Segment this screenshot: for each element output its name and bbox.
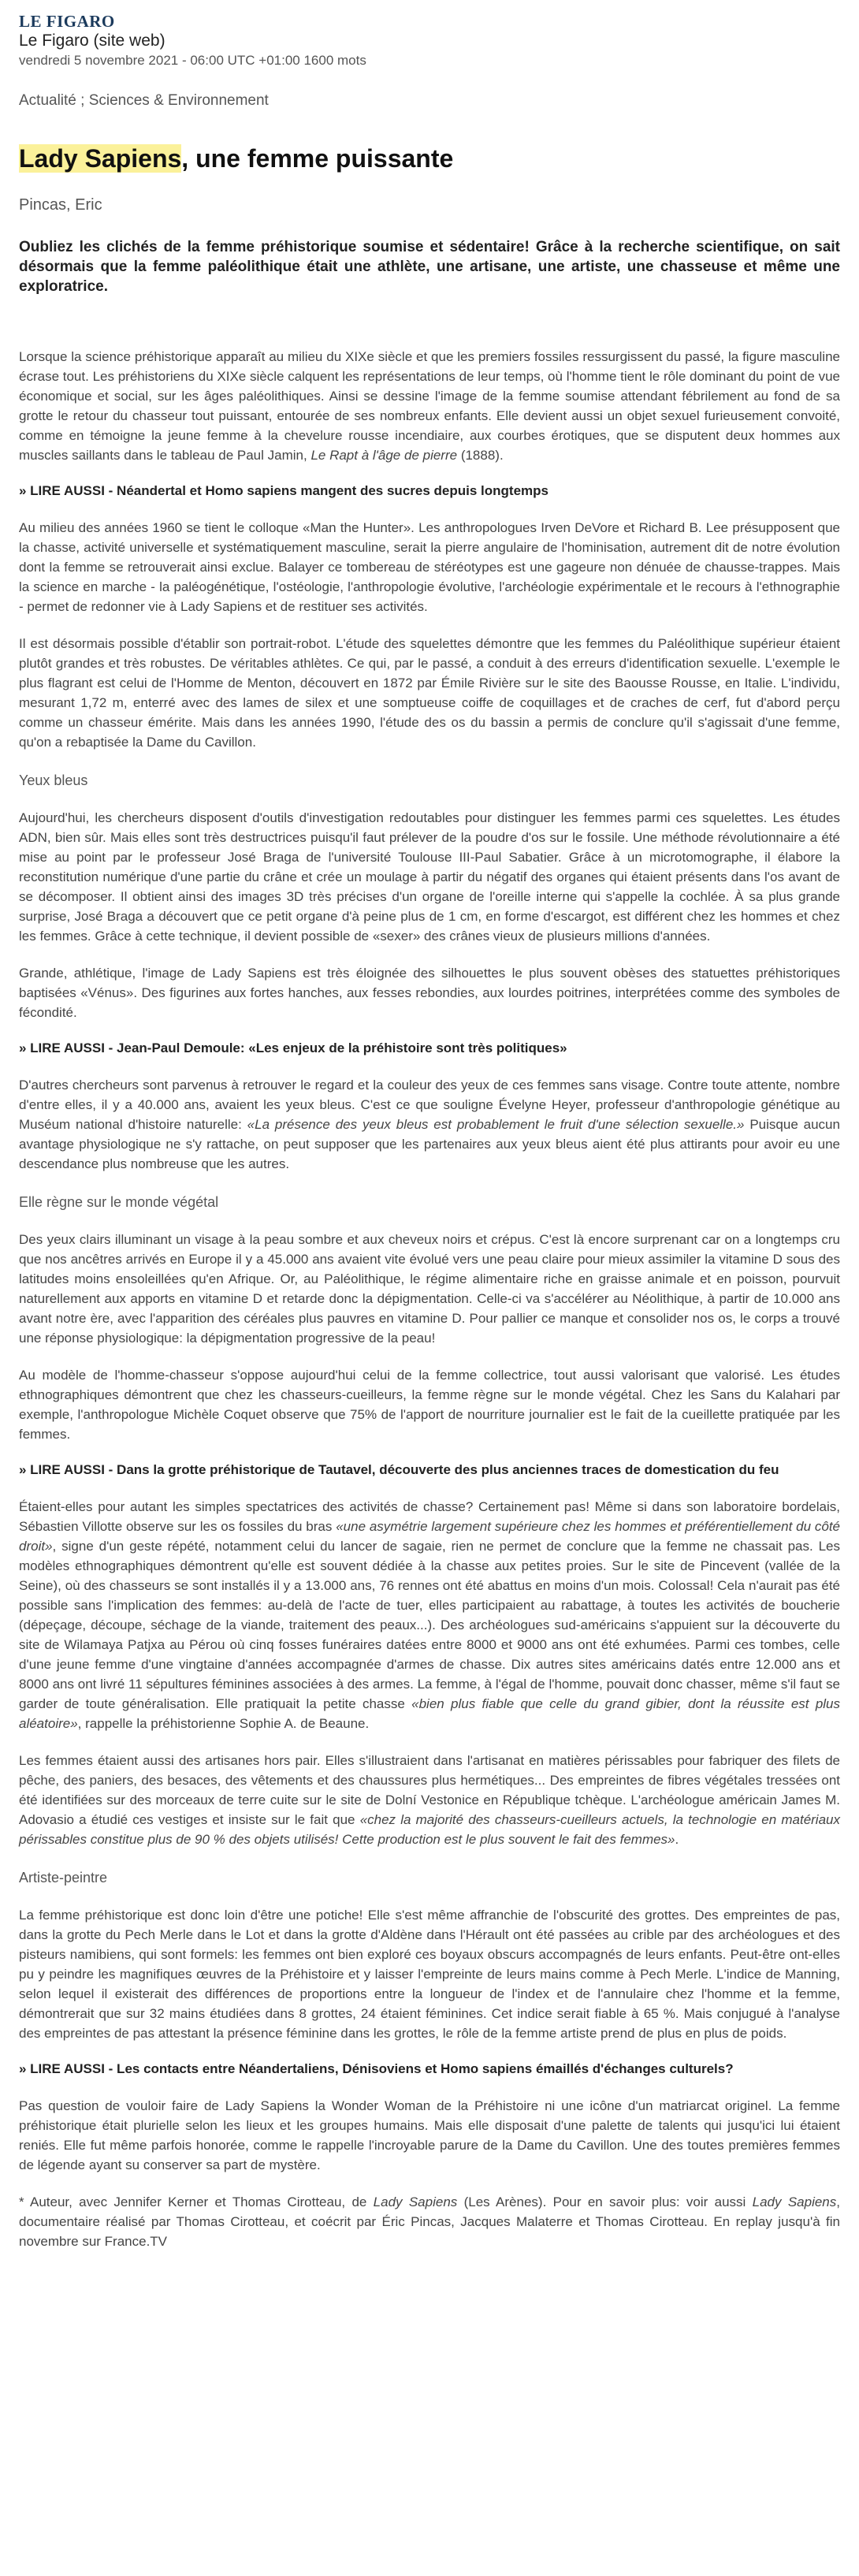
subheading-artiste-peintre: Artiste-peintre — [19, 1870, 108, 1885]
le-figaro-logo: LE FIGARO — [19, 12, 115, 31]
paragraph-3: Il est désormais possible d'établir son portrait-robot. L'étude des squelettes démontre que les femmes du Paléolithique supérieur étaient plutôt grandes et très robustes. De véritables athlètes. Ce qui, par le passé, a conduit à des erreurs d'identification sexuelle. L'exemple le plus flagrant est celui de l'Homme de Menton, découvert en 1872 par Émile Rivière sur le site des Baousse Rousse, en Italie. L'individu, mesurant 1,72 m, enterré avec des lames de silex et une somptueuse coiffe de coquillages et de craches de cerf, fut d'abord perçu comme un chasseur émérite. Mais dans les années 1990, l'étude des os du bassin a permis de conclure qu'il s'agissait d'une femme, qu'on a rebaptisée la Dame du Cavillon. — [19, 636, 840, 750]
paragraph-8: Au modèle de l'homme-chasseur s'oppose aujourd'hui celui de la femme collectrice, tout aussi valorisant que valorisé. Les études ethnographiques démontrent que chez les chasseurs-cueilleurs, la femme règne sur le monde végétal. Chez les Sans du Kalahari par exemple, l'anthropologue Michèle Coquet observe que 75% de l'apport de nourriture journalier est le fait de la cueillette pratiquée par les femmes. — [19, 1368, 840, 1442]
read-also-link-1[interactable]: » LIRE AUSSI - Néandertal et Homo sapiens mangent des sucres depuis longtemps — [19, 483, 548, 498]
p10-end: . — [675, 1832, 679, 1847]
read-also-link-2[interactable]: » LIRE AUSSI - Jean-Paul Demoule: «Les enjeux de la préhistoire sont très politiques» — [19, 1040, 567, 1055]
p9-quote-1: «une asymétrie largement supérieure chez les hommes et préférentiellement du côté droit» — [19, 1519, 840, 1554]
footnote — [19, 2192, 840, 2251]
dateline: vendredi 5 novembre 2021 - 06:00 UTC +01:00 1600 mots — [19, 53, 366, 68]
footnote-book-title: Lady Sapiens — [373, 2194, 458, 2209]
paragraph-2: Au milieu des années 1960 se tient le colloque «Man the Hunter». Les anthropologues Irven DeVore et Richard B. Lee présupposent que la chasse, activité universelle et systématiquement masculine, serait la pierre angulaire de l'hominisation, autrement dit de notre évolution dont la femme se retrouverait ainsi exclue. Balayer ce tombereau de stéréotypes est une gageure non dénuée de chausse-trappes. Mais la science en marche - la paléogénétique, l'ostéologie, l'anthropologie évolutive, l'archéologie expérimentale et le recours à l'ethnographie - permet de redonner vie à Lady Sapiens et de restituer ses activités. — [19, 520, 840, 614]
read-also-link-3[interactable]: » LIRE AUSSI - Dans la grotte préhistorique de Tautavel, découverte des plus anciennes traces de domestication du feu — [19, 1462, 779, 1477]
p1-text: Lorsque la science préhistorique apparaît au milieu du XIXe siècle et que les premiers fossiles ressurgissent du passé, la figure masculine écrase tout. Les préhistoriens du XIXe siècle calquent les représentations de leur temps, où l'homme tient le rôle dominant du point de vue économique et social, sur les âges paléolithiques. Ainsi se dessine l'image de la femme soumise attendant fébrilement au fond de sa grotte le retour du chasseur tout puissant, entourée de ses nombreux enfants. Elle devient aussi un objet sexuel furieusement convoité, comme en témoigne la jeune femme à la chevelure rousse incendiaire, aux courbes érotiques, que se disputent deux hommes aux muscles saillants dans le tableau de Paul Jamin, — [19, 349, 840, 463]
footnote-start: * Auteur, avec Jennifer Kerner et Thomas Cirotteau, de — [19, 2194, 374, 2209]
paragraph-10 — [19, 1751, 840, 1849]
title-rest: , une femme puissante — [181, 144, 454, 173]
paragraph-9 — [19, 1497, 840, 1733]
p1-italic: Le Rapt à l'âge de pierre — [311, 448, 458, 463]
footnote-end: , documentaire réalisé par Thomas Cirotteau, et coécrit par Éric Pincas, Jacques Malaterre et Thomas Cirotteau. En replay jusqu'à fin novembre sur France.TV — [19, 2194, 840, 2249]
paragraph-5: Grande, athlétique, l'image de Lady Sapiens est très éloignée des silhouettes le plus souvent obèses des statuettes préhistoriques baptisées «Vénus». Des figurines aux fortes hanches, aux fesses rebondies, aux lourdes poitrines, interprétées comme des symboles de fécondité. — [19, 966, 840, 1020]
p6-quote: «La présence des yeux bleus est probablement le fruit d'une sélection sexuelle.» — [247, 1117, 745, 1132]
p9-end: , rappelle la préhistorienne Sophie A. de Beaune. — [77, 1716, 370, 1731]
p9-start: Étaient-elles pour autant les simples spectatrices des activités de chasse? Certainement pas! Même si dans son laboratoire bordelais, Sébastien Villotte observe sur les os fossiles du bras — [19, 1499, 840, 1534]
p1-end: (1888). — [457, 448, 504, 463]
article-title — [19, 143, 840, 174]
publication-source: Le Figaro (site web) — [19, 32, 165, 50]
p6-start: D'autres chercheurs sont parvenus à retrouver le regard et la couleur des yeux de ces femmes sans visage. Contre toute attente, nombre d'entre elles, il y a 40.000 ans, avaient les yeux bleus. C'est ce que souligne Évelyne Heyer, professeur d'anthropologie génétique au Muséum national d'histoire naturelle: — [19, 1078, 840, 1132]
paragraph-7: Des yeux clairs illuminant un visage à la peau sombre et aux cheveux noirs et crépus. C'est là encore surprenant car on a longtemps cru que nos ancêtres arrivés en Europe il y a 45.000 ans avaient vite évolué vers une peau claire pour mieux assimiler la vitamine D sous des latitudes moins ensoleillées qu'en Afrique. Or, au Paléolithique, le régime alimentaire riche en graisse animale et en poisson, pourvuit naturellement aux apports en vitamine D et retarde donc la dépigmentation. Celle-ci va s'accélérer au Néolithique, à partir de 10.000 ans avant notre ère, avec l'apparition des céréales plus pauvres en vitamine D. Pour pallier ce manque et consolider nos os, le corps a trouvé une réponse physiologique: la dépigmentation progressive de la peau! — [19, 1232, 840, 1346]
footnote-mid: (Les Arènes). Pour en savoir plus: voir aussi — [457, 2194, 753, 2209]
p9-quote-2: «bien plus fiable que celle du grand gibier, dont la réussite est plus aléatoire» — [19, 1696, 840, 1731]
paragraph-6 — [19, 1075, 840, 1174]
p10-quote: «chez la majorité des chasseurs-cueilleurs actuels, la technologie en matériaux périssables constitue plus de 90 % des objets utilisés! Cette production est le plus souvent le fait des femmes» — [19, 1812, 840, 1847]
p9-mid: , signe d'un geste répété, notamment celui du lancer de sagaie, rien ne permet de conclure que la femme ne chassait pas. Les modèles ethnographiques démontrent qu'elle est souvent dédiée à la chasse aux petites proies. Sur le site de Pincevent (vallée de la Seine), où des chasseurs se sont installés il y a 13.000 ans, 76 rennes ont été abattus en moins d'un mois. Colossal! Cela n'aurait pas été possible sans l'implication des femmes: au-delà de l'acte de tuer, elles participaient au rabattage, à toutes les activités de boucherie (dépeçage, découpe, séchage de la viande, traitement des peaux...). Des archéologues sud-américains s'appuient sur la découverte du site de Wilamaya Patjxa au Pérou où cinq fosses funéraires datées entre 8000 et 9000 ans ont été exhumées. Parmi ces tombes, celle d'une jeune femme d'une vingtaine d'années accompagnée d'armes de chasse. Dix autres sites américains datés entre 12.000 ans et 8000 ans ont livré 11 sépultures féminines associées à des armes. La femme, à l'égal de l'homme, pouvait donc chasser, même s'il faut se garder de toute généralisation. Elle pratiquait la petite chasse — [19, 1539, 840, 1711]
read-also-link-4[interactable]: » LIRE AUSSI - Les contacts entre Néandertaliens, Dénisoviens et Homo sapiens émaillés d'échanges culturels? — [19, 2061, 734, 2076]
subheading-yeux-bleus: Yeux bleus — [19, 772, 88, 788]
title-highlight: Lady Sapiens — [19, 144, 182, 173]
paragraph-11: La femme préhistorique est donc loin d'être une potiche! Elle s'est même affranchie de l'obscurité des grottes. Des empreintes de pas, dans la grotte du Pech Merle dans le Lot et dans la grotte d'Aldène dans l'Hérault ont été passées au crible par des archéologues et des pisteurs namibiens, qui sont formels: les femmes ont bien exploré ces boyaux obscurs accompagnés de leurs enfants. Peut-être ont-elles pu y peindre les magnifiques œuvres de la Préhistoire et y laisser l'empreinte de leurs mains comme à Pech Merle. L'indice de Manning, selon lequel il existerait des différences de proportions entre la longueur de l'index et de l'annulaire chez l'homme et la femme, démontrerait que sur 32 mains étudiées dans 8 grottes, 24 étaient féminines. Cet indice serait fiable à 65 %. Mais conjugué à l'analyse des empreintes de pas attestant la présence féminine dans les grottes, le rôle de la femme artiste prend de plus en plus de poids. — [19, 1908, 840, 2041]
paragraph-1 — [19, 347, 840, 465]
author: Pincas, Eric — [19, 196, 102, 214]
article-lead: Oubliez les clichés de la femme préhistorique soumise et sédentaire! Grâce à la recherche scientifique, on sait désormais que la femme paléolithique était une athlète, une artisane, une artiste, une chasseuse et même une exploratrice. — [19, 239, 840, 295]
subheading-monde-vegetal: Elle règne sur le monde végétal — [19, 1194, 219, 1210]
rubric: Actualité ; Sciences & Environnement — [19, 92, 269, 109]
paragraph-4: Aujourd'hui, les chercheurs disposent d'outils d'investigation redoutables pour distinguer les femmes parmi ces squelettes. Les études ADN, bien sûr. Mais elles sont très destructrices puisqu'il faut prélever de la poudre d'os sur le fossile. Une méthode révolutionnaire a été mise au point par le professeur José Braga de l'université Toulouse III-Paul Sabatier. Grâce à un microtomographe, il élabore la reconstitution numérique d'une partie du crâne et crée un moulage à partir du négatif des organes qui étaient présents dans l'os avant de se décomposer. Il obtient ainsi des images 3D très précises d'un organe de l'oreille interne qui s'appelle la cochlée. À sa plus grande surprise, José Braga a découvert que ce petit organe d'à peine plus de 1 cm, en forme d'escargot, est différent chez les hommes et chez les femmes. Grâce à cette technique, il devient possible de «sexer» des crânes vieux de plusieurs millions d'années. — [19, 810, 840, 944]
p10-start: Les femmes étaient aussi des artisanes hors pair. Elles s'illustraient dans l'artisanat en matières périssables pour fabriquer des filets de pêche, des paniers, des besaces, des vêtements et des chaussures plus hermétiques... Des empreintes de fibres végétales tressées ont été identifiées sur des morceaux de terre cuite sur le site de Dolní Vestonice en République tchèque. L'archéologue américain James M. Adovasio a étudié ces vestiges et insiste sur le fait que — [19, 1753, 840, 1827]
paragraph-12: Pas question de vouloir faire de Lady Sapiens la Wonder Woman de la Préhistoire ni une icône d'un matriarcat originel. La femme préhistorique était plurielle selon les lieux et les groupes humains. Mais elle disposait d'une palette de talents qui jusqu'ici lui étaient reniés. Elle fut même parfois honorée, comme le rappelle l'incroyable parure de la Dame du Cavillon. Une des toutes premières femmes de légende ayant su conserver sa part de mystère. — [19, 2098, 840, 2172]
p6-end: Puisque aucun avantage physiologique ne s'y rattache, on peut supposer que les partenaires aux yeux bleus aient été plus attirants pour avoir eu une descendance plus nombreuse que les autres. — [19, 1117, 840, 1171]
footnote-film-title: Lady Sapiens — [752, 2194, 837, 2209]
